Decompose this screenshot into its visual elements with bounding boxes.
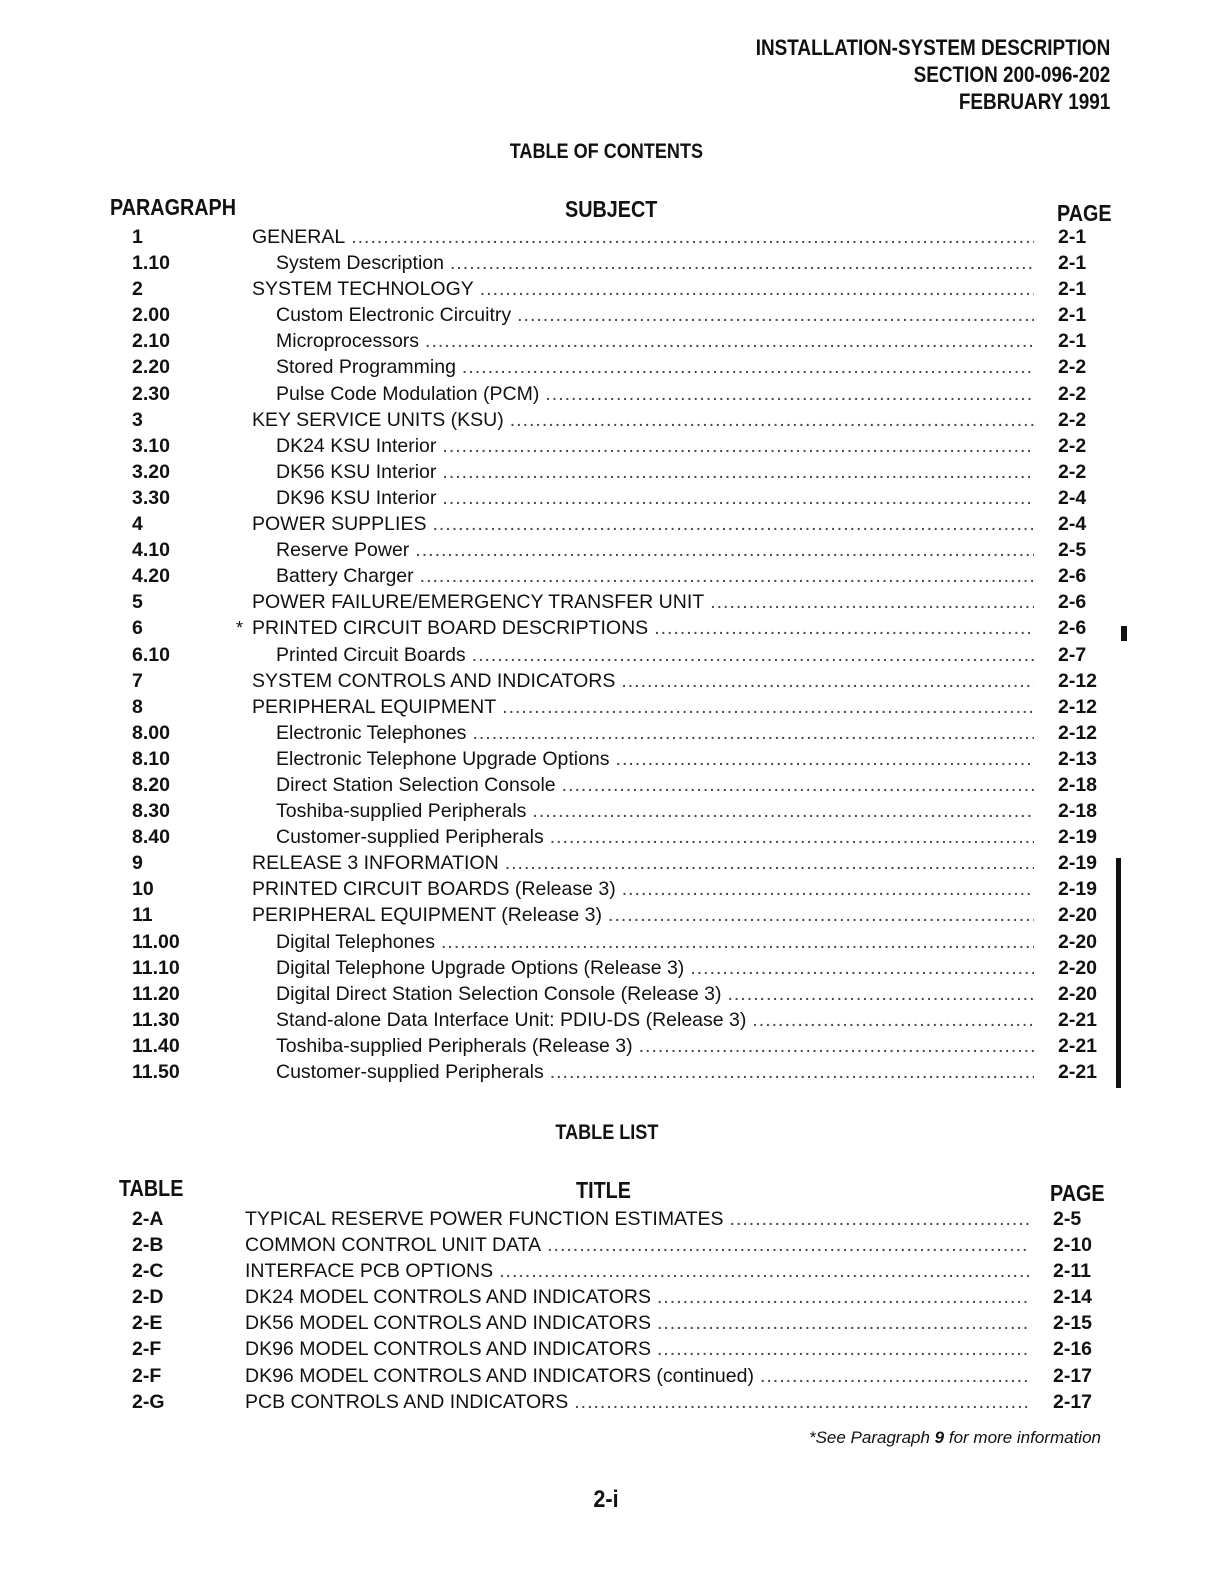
toc-page-number: 2-4 bbox=[1058, 486, 1087, 509]
toc-paragraph-number: 3.30 bbox=[132, 486, 170, 509]
table-title bbox=[245, 1389, 1030, 1415]
toc-page-number: 2-1 bbox=[1058, 304, 1087, 327]
toc-paragraph-number: 10 bbox=[132, 878, 154, 901]
toc-subject-text: Digital Direct Station Selection Console (Release 3) bbox=[276, 982, 722, 1005]
dot-leader bbox=[502, 694, 1034, 720]
toc-subject-text: Customer-supplied Peripherals bbox=[276, 1061, 544, 1083]
dot-leader bbox=[442, 433, 1034, 459]
table-title-text: DK96 MODEL CONTROLS AND INDICATORS (continued) bbox=[245, 1364, 754, 1387]
toc-row bbox=[0, 276, 1213, 302]
dot-leader bbox=[420, 563, 1034, 589]
toc-paragraph-number: 11 bbox=[132, 904, 153, 927]
table-title-text: DK96 MODEL CONTROLS AND INDICATORS bbox=[245, 1338, 651, 1361]
header-title: INSTALLATION-SYSTEM DESCRIPTION bbox=[755, 35, 1110, 60]
toc-page-number: 2-12 bbox=[1058, 695, 1098, 718]
toc-subject-text: SYSTEM TECHNOLOGY bbox=[252, 278, 474, 301]
toc-paragraph-number: 3 bbox=[132, 408, 143, 431]
toc-paragraph-number: 9 bbox=[132, 852, 143, 875]
dot-leader bbox=[608, 902, 1034, 928]
toc-subject bbox=[252, 407, 1034, 433]
toc-row bbox=[0, 589, 1213, 615]
table-list-row bbox=[0, 1310, 1213, 1336]
toc-row bbox=[0, 668, 1213, 694]
toc-row bbox=[0, 824, 1213, 850]
toc-page-number: 2-2 bbox=[1058, 460, 1087, 483]
toc-subject bbox=[276, 485, 1034, 511]
toc-page-number: 2-4 bbox=[1058, 513, 1087, 536]
dot-leader bbox=[752, 1007, 1034, 1033]
table-title-text: INTERFACE PCB OPTIONS bbox=[245, 1260, 494, 1283]
toc-subject bbox=[276, 955, 1034, 981]
toc-row bbox=[0, 902, 1213, 928]
dot-leader bbox=[532, 798, 1034, 824]
toc-subject bbox=[276, 1033, 1034, 1059]
change-bar bbox=[1116, 858, 1121, 1088]
toc-row bbox=[0, 1059, 1213, 1085]
toc-title: TABLE OF CONTENTS bbox=[509, 140, 704, 163]
toc-page-number: 2-20 bbox=[1058, 982, 1098, 1005]
toc-subject-text: DK24 KSU Interior bbox=[276, 434, 437, 457]
dot-leader bbox=[657, 1310, 1030, 1336]
table-title bbox=[245, 1336, 1030, 1362]
toc-subject bbox=[276, 798, 1034, 824]
dot-leader bbox=[562, 772, 1034, 798]
toc-subject-text: Microprocessors bbox=[276, 330, 420, 353]
toc-paragraph-number: 4.10 bbox=[132, 539, 170, 562]
toc-row bbox=[0, 746, 1213, 772]
toc-row bbox=[0, 1033, 1213, 1059]
toc-row bbox=[0, 407, 1213, 433]
asterisk-marker: * bbox=[236, 618, 244, 639]
toc-header-paragraph: PARAGRAPH bbox=[110, 194, 237, 220]
toc-paragraph-number: 3.10 bbox=[132, 434, 170, 457]
toc-page-number: 2-1 bbox=[1058, 278, 1087, 301]
dot-leader bbox=[442, 485, 1034, 511]
toc-paragraph-number: 11.00 bbox=[132, 930, 180, 953]
toc-subject bbox=[252, 668, 1034, 694]
toc-subject bbox=[276, 824, 1034, 850]
toc-subject-text: PRINTED CIRCUIT BOARDS (Release 3) bbox=[252, 878, 616, 901]
toc-row bbox=[0, 511, 1213, 537]
table-page-number: 2-11 bbox=[1053, 1260, 1091, 1283]
table-page-number: 2-17 bbox=[1053, 1364, 1093, 1387]
toc-subject bbox=[276, 772, 1034, 798]
dot-leader bbox=[550, 824, 1034, 850]
table-page-number: 2-16 bbox=[1053, 1338, 1093, 1361]
table-title bbox=[245, 1232, 1030, 1258]
toc-row bbox=[0, 850, 1213, 876]
toc-row bbox=[0, 1007, 1213, 1033]
table-title-text: DK24 MODEL CONTROLS AND INDICATORS bbox=[245, 1286, 651, 1309]
toc-page-number: 2-13 bbox=[1058, 747, 1098, 770]
toc-subject bbox=[276, 381, 1034, 407]
dot-leader bbox=[462, 354, 1034, 380]
toc-subject-text: DK56 KSU Interior bbox=[276, 460, 437, 483]
toc-subject-text: Stand-alone Data Interface Unit: PDIU-DS (Release 3) bbox=[276, 1008, 747, 1031]
dot-leader bbox=[450, 250, 1034, 276]
table-page-number: 2-5 bbox=[1053, 1208, 1082, 1230]
toc-subject bbox=[276, 746, 1034, 772]
dot-leader bbox=[616, 746, 1034, 772]
toc-paragraph-number: 1 bbox=[132, 226, 143, 248]
toc-page-number: 2-20 bbox=[1058, 956, 1098, 979]
table-page-number: 2-14 bbox=[1053, 1286, 1093, 1309]
toc-page-number: 2-2 bbox=[1058, 356, 1087, 379]
table-title-text: DK56 MODEL CONTROLS AND INDICATORS bbox=[245, 1312, 651, 1335]
table-number: 2-E bbox=[132, 1312, 163, 1335]
toc-paragraph-number: 2.10 bbox=[132, 330, 170, 353]
toc-page-number: 2-2 bbox=[1058, 408, 1087, 431]
footnote: *See Paragraph 9 for more information bbox=[808, 1428, 1101, 1447]
toc-page-number: 2-21 bbox=[1058, 1008, 1098, 1031]
toc-row bbox=[0, 642, 1213, 668]
toc-paragraph-number: 6.10 bbox=[132, 643, 170, 666]
dot-leader bbox=[442, 459, 1034, 485]
toc-page-number: 2-6 bbox=[1058, 565, 1087, 588]
toc-paragraph-number: 8 bbox=[132, 695, 143, 718]
toc-subject-text: Reserve Power bbox=[276, 539, 410, 562]
toc-subject bbox=[276, 433, 1034, 459]
table-number: 2-C bbox=[132, 1260, 164, 1283]
toc-paragraph-number: 11.10 bbox=[132, 956, 180, 979]
toc-subject-text: Electronic Telephone Upgrade Options bbox=[276, 747, 610, 770]
toc-subject-text: Toshiba-supplied Peripherals (Release 3) bbox=[276, 1034, 633, 1057]
toc-subject-text: GENERAL bbox=[252, 226, 346, 248]
toc-subject bbox=[276, 720, 1034, 746]
toc-page-number: 2-6 bbox=[1058, 591, 1087, 614]
toc-subject-text: Digital Telephones bbox=[276, 930, 435, 953]
header-date: FEBRUARY 1991 bbox=[958, 89, 1110, 114]
table-list-row bbox=[0, 1232, 1213, 1258]
toc-row bbox=[0, 772, 1213, 798]
toc-row bbox=[0, 381, 1213, 407]
toc-paragraph-number: 7 bbox=[132, 669, 143, 692]
toc-subject bbox=[276, 302, 1034, 328]
toc-subject-text: SYSTEM CONTROLS AND INDICATORS bbox=[252, 669, 616, 692]
toc-subject-text: DK96 KSU Interior bbox=[276, 486, 437, 509]
table-title bbox=[245, 1363, 1030, 1389]
toc-page-number: 2-1 bbox=[1058, 330, 1087, 353]
toc-paragraph-number: 8.20 bbox=[132, 773, 170, 796]
table-list-title: TABLE LIST bbox=[554, 1121, 658, 1144]
toc-paragraph-number: 11.20 bbox=[132, 982, 180, 1005]
toc-subject-text: KEY SERVICE UNITS (KSU) bbox=[252, 408, 504, 431]
toc-paragraph-number: 11.50 bbox=[132, 1061, 180, 1083]
toc-subject bbox=[252, 850, 1034, 876]
toc-paragraph-number: 5 bbox=[132, 591, 143, 614]
toc-paragraph-number: 2 bbox=[132, 278, 143, 301]
toc-subject-text: Customer-supplied Peripherals bbox=[276, 826, 544, 849]
toc-page-number: 2-21 bbox=[1058, 1034, 1098, 1057]
table-list-row bbox=[0, 1389, 1213, 1415]
toc-row bbox=[0, 955, 1213, 981]
dot-leader bbox=[499, 1258, 1030, 1284]
dot-leader bbox=[441, 929, 1034, 955]
toc-row bbox=[0, 328, 1213, 354]
table-number: 2-F bbox=[132, 1338, 162, 1361]
toc-page-number: 2-18 bbox=[1058, 773, 1098, 796]
toc-page-number: 2-12 bbox=[1058, 721, 1098, 744]
toc-page-number: 2-2 bbox=[1058, 434, 1087, 457]
dot-leader bbox=[710, 589, 1034, 615]
toc-paragraph-number: 1.10 bbox=[132, 252, 170, 275]
toc-list bbox=[0, 224, 1213, 1085]
dot-leader bbox=[730, 1206, 1030, 1232]
dot-leader bbox=[727, 981, 1034, 1007]
page-number: 2-i bbox=[593, 1486, 620, 1513]
toc-paragraph-number: 2.20 bbox=[132, 356, 170, 379]
toc-page-number: 2-7 bbox=[1058, 643, 1087, 666]
toc-row bbox=[0, 354, 1213, 380]
toc-subject bbox=[276, 328, 1034, 354]
table-title-text: PCB CONTROLS AND INDICATORS bbox=[245, 1390, 569, 1413]
toc-page-number: 2-19 bbox=[1058, 826, 1098, 849]
toc-subject bbox=[276, 1007, 1034, 1033]
table-number: 2-G bbox=[132, 1390, 165, 1413]
table-list-row bbox=[0, 1284, 1213, 1310]
toc-paragraph-number: 6 bbox=[132, 617, 143, 640]
toc-subject bbox=[276, 929, 1034, 955]
toc-subject-text: Battery Charger bbox=[276, 565, 414, 588]
dot-leader bbox=[622, 876, 1034, 902]
dot-leader bbox=[547, 1232, 1030, 1258]
toc-subject-text: PERIPHERAL EQUIPMENT (Release 3) bbox=[252, 904, 603, 927]
toc-paragraph-number: 4.20 bbox=[132, 565, 170, 588]
toc-page-number: 2-6 bbox=[1058, 617, 1087, 640]
toc-subject bbox=[252, 589, 1034, 615]
toc-subject bbox=[252, 615, 1034, 641]
table-header-table: TABLE bbox=[119, 1175, 184, 1201]
dot-leader bbox=[760, 1363, 1030, 1389]
toc-row bbox=[0, 876, 1213, 902]
dot-leader bbox=[425, 328, 1034, 354]
toc-subject-text: Direct Station Selection Console bbox=[276, 773, 556, 796]
table-title bbox=[245, 1310, 1030, 1336]
dot-leader bbox=[654, 615, 1034, 641]
toc-row bbox=[0, 433, 1213, 459]
toc-page-number: 2-19 bbox=[1058, 852, 1098, 875]
toc-page-number: 2-1 bbox=[1058, 226, 1087, 248]
table-list-row bbox=[0, 1258, 1213, 1284]
table-number: 2-D bbox=[132, 1286, 164, 1309]
toc-paragraph-number: 3.20 bbox=[132, 460, 170, 483]
dot-leader bbox=[480, 276, 1034, 302]
toc-row bbox=[0, 537, 1213, 563]
table-number: 2-B bbox=[132, 1234, 164, 1257]
toc-paragraph-number: 8.10 bbox=[132, 747, 170, 770]
toc-row bbox=[0, 250, 1213, 276]
dot-leader bbox=[545, 381, 1034, 407]
table-title bbox=[245, 1258, 1030, 1284]
toc-paragraph-number: 2.30 bbox=[132, 382, 170, 405]
toc-row bbox=[0, 563, 1213, 589]
toc-subject-text: Custom Electronic Circuitry bbox=[276, 304, 512, 327]
dot-leader bbox=[510, 407, 1034, 433]
toc-page-number: 2-1 bbox=[1058, 252, 1087, 275]
toc-subject-text: RELEASE 3 INFORMATION bbox=[252, 852, 499, 875]
toc-subject-text: POWER FAILURE/EMERGENCY TRANSFER UNIT bbox=[252, 591, 705, 614]
table-list bbox=[0, 1206, 1213, 1415]
toc-header-page: PAGE bbox=[1057, 200, 1112, 226]
toc-subject-text: Printed Circuit Boards bbox=[276, 643, 466, 666]
toc-subject bbox=[252, 276, 1034, 302]
toc-subject bbox=[276, 354, 1034, 380]
toc-page-number: 2-18 bbox=[1058, 800, 1098, 823]
dot-leader bbox=[690, 955, 1034, 981]
toc-subject bbox=[276, 642, 1034, 668]
toc-page-number: 2-21 bbox=[1058, 1061, 1098, 1083]
dot-leader bbox=[550, 1059, 1034, 1085]
toc-subject-text: PERIPHERAL EQUIPMENT bbox=[252, 695, 497, 718]
table-page-number: 2-10 bbox=[1053, 1234, 1093, 1257]
toc-page-number: 2-20 bbox=[1058, 930, 1098, 953]
table-page-number: 2-15 bbox=[1053, 1312, 1093, 1335]
table-title bbox=[245, 1206, 1030, 1232]
toc-subject bbox=[276, 459, 1034, 485]
toc-subject-text: Toshiba-supplied Peripherals bbox=[276, 800, 527, 823]
toc-paragraph-number: 11.40 bbox=[132, 1034, 180, 1057]
change-bar bbox=[1121, 626, 1127, 641]
table-page-number: 2-17 bbox=[1053, 1390, 1093, 1413]
table-number: 2-F bbox=[132, 1364, 162, 1387]
toc-subject bbox=[276, 537, 1034, 563]
toc-subject-text: POWER SUPPLIES bbox=[252, 513, 427, 536]
toc-row bbox=[0, 615, 1213, 641]
table-title-text: TYPICAL RESERVE POWER FUNCTION ESTIMATES bbox=[245, 1208, 724, 1230]
dot-leader bbox=[505, 850, 1034, 876]
header-section: SECTION 200-096-202 bbox=[913, 62, 1110, 87]
toc-subject bbox=[252, 511, 1034, 537]
toc-paragraph-number: 8.40 bbox=[132, 826, 170, 849]
toc-row bbox=[0, 224, 1213, 250]
table-title bbox=[245, 1284, 1030, 1310]
toc-page-number: 2-5 bbox=[1058, 539, 1087, 562]
toc-subject-text: Stored Programming bbox=[276, 356, 456, 379]
dot-leader bbox=[621, 668, 1034, 694]
toc-subject-text: Pulse Code Modulation (PCM) bbox=[276, 382, 540, 405]
toc-paragraph-number: 8.30 bbox=[132, 800, 170, 823]
toc-row bbox=[0, 485, 1213, 511]
toc-row bbox=[0, 694, 1213, 720]
table-list-row bbox=[0, 1336, 1213, 1362]
toc-paragraph-number: 8.00 bbox=[132, 721, 170, 744]
toc-subject bbox=[276, 250, 1034, 276]
toc-page-number: 2-12 bbox=[1058, 669, 1098, 692]
toc-row bbox=[0, 798, 1213, 824]
toc-paragraph-number: 4 bbox=[132, 513, 143, 536]
toc-row bbox=[0, 720, 1213, 746]
dot-leader bbox=[639, 1033, 1034, 1059]
dot-leader bbox=[657, 1336, 1030, 1362]
toc-subject bbox=[276, 1059, 1034, 1085]
dot-leader bbox=[415, 537, 1034, 563]
toc-subject-text: Digital Telephone Upgrade Options (Release 3) bbox=[276, 956, 685, 979]
toc-subject bbox=[252, 876, 1034, 902]
table-header-title: TITLE bbox=[576, 1177, 631, 1203]
toc-row bbox=[0, 459, 1213, 485]
dot-leader bbox=[574, 1389, 1030, 1415]
toc-page-number: 2-2 bbox=[1058, 382, 1087, 405]
toc-subject bbox=[252, 224, 1034, 250]
table-header-page: PAGE bbox=[1050, 1180, 1105, 1206]
table-list-row bbox=[0, 1363, 1213, 1389]
toc-subject bbox=[252, 694, 1034, 720]
table-list-row bbox=[0, 1206, 1213, 1232]
dot-leader bbox=[657, 1284, 1030, 1310]
toc-page-number: 2-20 bbox=[1058, 904, 1098, 927]
toc-row bbox=[0, 302, 1213, 328]
toc-paragraph-number: 2.00 bbox=[132, 304, 170, 327]
toc-subject-text: Electronic Telephones bbox=[276, 721, 467, 744]
toc-subject bbox=[276, 563, 1034, 589]
dot-leader bbox=[472, 720, 1034, 746]
toc-subject-text: System Description bbox=[276, 252, 444, 275]
toc-row bbox=[0, 929, 1213, 955]
toc-subject bbox=[252, 902, 1034, 928]
toc-row bbox=[0, 981, 1213, 1007]
dot-leader bbox=[517, 302, 1034, 328]
table-number: 2-A bbox=[132, 1208, 164, 1230]
dot-leader bbox=[432, 511, 1034, 537]
table-title-text: COMMON CONTROL UNIT DATA bbox=[245, 1234, 542, 1257]
toc-page-number: 2-19 bbox=[1058, 878, 1098, 901]
toc-subject bbox=[276, 981, 1034, 1007]
toc-paragraph-number: 11.30 bbox=[132, 1008, 180, 1031]
document-header bbox=[698, 34, 1110, 115]
dot-leader bbox=[472, 642, 1034, 668]
toc-subject-text: PRINTED CIRCUIT BOARD DESCRIPTIONS bbox=[252, 617, 649, 640]
toc-header-subject: SUBJECT bbox=[565, 196, 658, 222]
dot-leader bbox=[351, 224, 1034, 250]
